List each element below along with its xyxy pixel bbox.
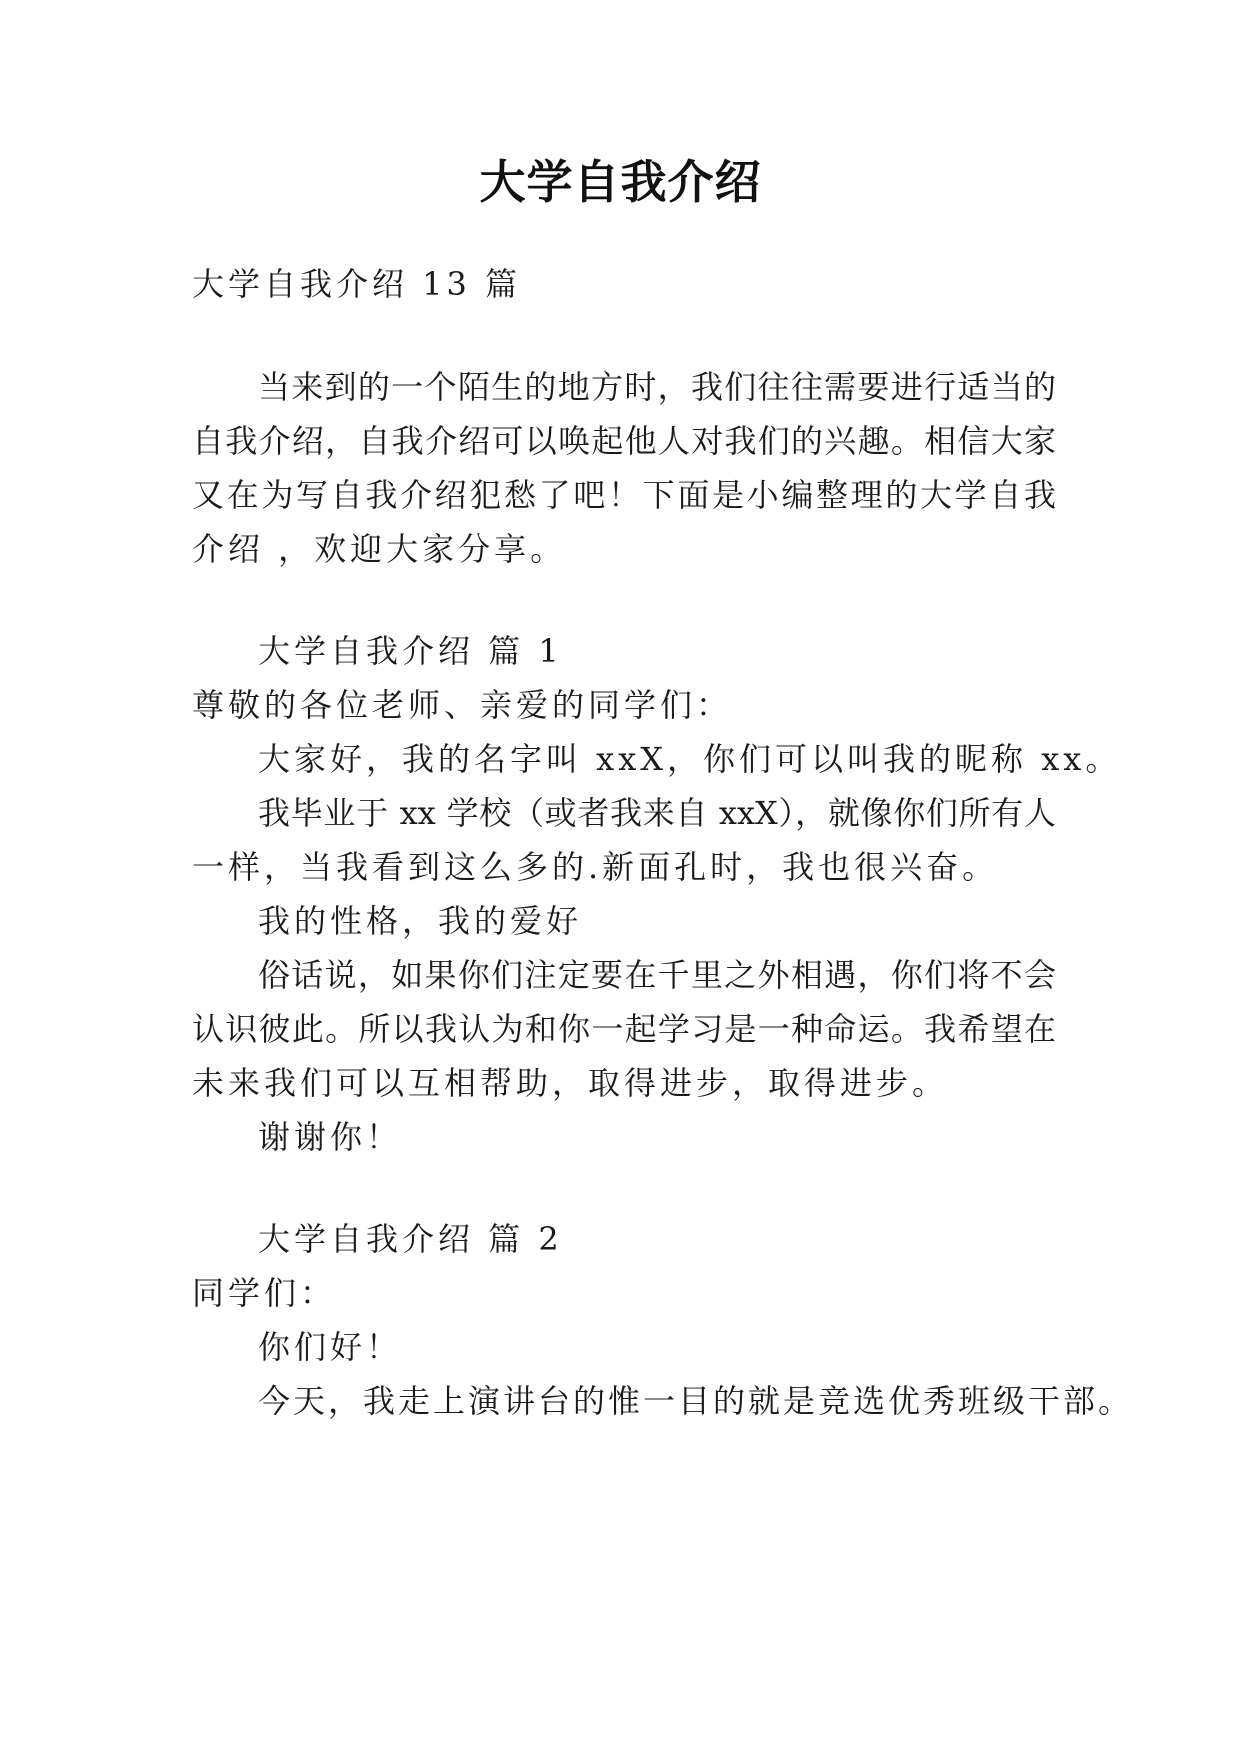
intro-line: 又在为写自我介绍犯愁了吧！下面是小编整理的大学自我 (192, 476, 1056, 514)
intro-line: 自我介绍，自我介绍可以唤起他人对我们的兴趣。相信大家 (192, 422, 1056, 460)
body-line: 大家好，我的名字叫 xxX，你们可以叫我的昵称 xx。 (258, 740, 1122, 778)
document-subtitle: 大学自我介绍 13 篇 (192, 265, 522, 303)
section-heading: 大学自我介绍 篇 2 (258, 1220, 563, 1258)
body-line: 俗话说，如果你们注定要在千里之外相遇，你们将不会 (258, 956, 1056, 994)
section-heading: 大学自我介绍 篇 1 (258, 632, 563, 670)
body-line: 谢谢你！ (258, 1118, 403, 1156)
body-line: 今天，我走上演讲台的惟一目的就是竞选优秀班级干部。 (258, 1382, 1134, 1420)
body-line: 你们好！ (258, 1328, 403, 1366)
body-line: 我毕业于 xx 学校（或者我来自 xxX），就像你们所有人 (258, 794, 1056, 832)
body-line: 认识彼此。所以我认为和你一起学习是一种命运。我希望在 (192, 1010, 1056, 1048)
section-salutation: 同学们： (192, 1274, 337, 1312)
section-salutation: 尊敬的各位老师、亲爱的同学们： (192, 686, 733, 724)
body-line: 我的性格，我的爱好 (258, 902, 583, 940)
intro-line: 介绍 ，欢迎大家分享。 (192, 530, 567, 568)
document-title: 大学自我介绍 (479, 155, 762, 209)
intro-line: 当来到的一个陌生的地方时，我们往往需要进行适当的 (258, 368, 1056, 406)
body-line: 一样，当我看到这么多的.新面孔时，我也很兴奋。 (192, 848, 999, 886)
body-line: 未来我们可以互相帮助，取得进步，取得进步。 (192, 1064, 949, 1102)
